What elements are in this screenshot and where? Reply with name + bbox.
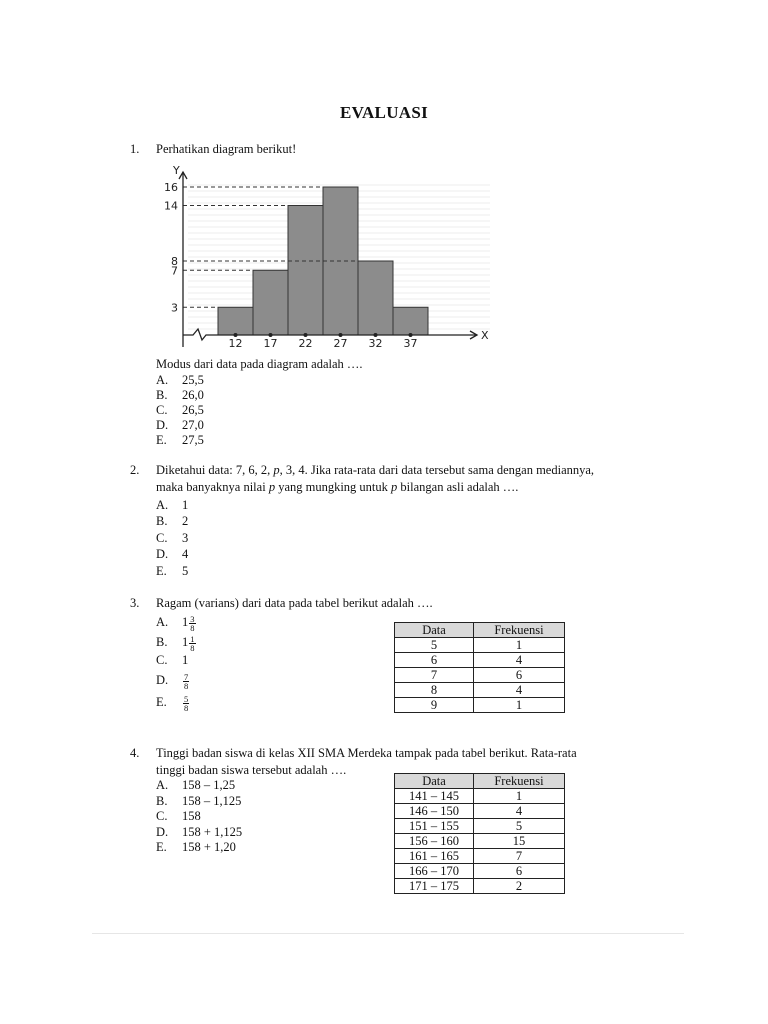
- option-d[interactable]: D. 158 + 1,125: [156, 824, 243, 839]
- table-row: 6 4: [395, 653, 565, 668]
- question-4: [130, 745, 650, 856]
- x-tick-label: 37: [403, 337, 418, 350]
- option-b[interactable]: B. 2: [156, 514, 189, 529]
- table-row: 171 – 175 2: [395, 879, 565, 894]
- option-b[interactable]: B. 1 $\frac{1}{8}$: [156, 633, 195, 653]
- table-row: 156 – 160 15: [395, 834, 565, 849]
- table-row: 8 4: [395, 683, 565, 698]
- x-axis-label: X: [481, 329, 489, 342]
- y-tick-label: 8: [171, 255, 178, 268]
- question-text: Modus dari data pada diagram adalah ….: [156, 357, 363, 371]
- fraction: $\frac{5}{8}$: [184, 693, 189, 713]
- option-c[interactable]: C. 3: [156, 530, 189, 545]
- table-row: 161 – 165 7: [395, 849, 565, 864]
- histogram-chart: [160, 160, 500, 352]
- x-tick-label: 32: [368, 337, 383, 350]
- table-header: Data: [395, 774, 474, 789]
- x-tick-label: 22: [298, 337, 313, 350]
- table-row: 7 6: [395, 668, 565, 683]
- question-number: 1.: [130, 142, 140, 156]
- histogram-bar: [288, 206, 323, 336]
- options-list: [156, 373, 645, 449]
- option-d[interactable]: D. 27,0: [156, 418, 204, 433]
- question-number: 3.: [130, 596, 140, 610]
- table-header: Frekuensi: [474, 774, 565, 789]
- option-a[interactable]: A. 1 $\frac{3}{8}$: [156, 613, 195, 633]
- histogram-bar: [218, 307, 253, 335]
- fraction: $\frac{7}{8}$: [184, 671, 189, 691]
- x-tick-label: 27: [333, 337, 348, 350]
- option-e[interactable]: E. 5: [156, 563, 189, 578]
- option-d[interactable]: D. 4: [156, 547, 189, 562]
- option-e[interactable]: E. $\frac{5}{8}$: [156, 693, 189, 713]
- option-c[interactable]: C. 1: [156, 653, 189, 667]
- table-header: Data: [395, 623, 474, 638]
- question-3: [130, 595, 645, 612]
- histogram-bar: [393, 307, 428, 335]
- question-number: 2.: [130, 463, 140, 477]
- options-list: [156, 612, 196, 713]
- option-e[interactable]: E. 158 + 1,20: [156, 840, 236, 854]
- question-text: Tinggi badan siswa di kelas XII SMA Merdeka tampak pada tabel berikut. Rata-rata tinggi badan siswa tersebut adalah ….: [156, 746, 577, 777]
- options-list: [156, 497, 650, 579]
- option-a[interactable]: A. 158 – 1,25: [156, 778, 236, 792]
- option-c[interactable]: C. 26,5: [156, 402, 204, 417]
- y-axis-label: Y: [173, 164, 180, 177]
- table-row: 166 – 170 6: [395, 864, 565, 879]
- y-tick-label: 7: [171, 264, 178, 278]
- option-b[interactable]: B. 158 – 1,125: [156, 793, 242, 808]
- question-2: [130, 462, 650, 579]
- question-text: Ragam (varians) dari data pada tabel berikut adalah ….: [156, 596, 433, 610]
- question-text: Diketahui data: 7, 6, 2, p, 3, 4. Jika rata-rata dari data tersebut sama dengan mediannya, maka banyaknya nilai p yang mungking untuk p bilangan asli adalah ….: [156, 463, 595, 494]
- table-row: 141 – 145 1: [395, 789, 565, 804]
- x-tick-label: 17: [263, 337, 278, 350]
- option-e[interactable]: E. 27,5: [156, 433, 204, 448]
- variance-table: [394, 622, 565, 713]
- page-title: EVALUASI: [339, 103, 429, 122]
- option-c[interactable]: C. 158: [156, 809, 201, 823]
- option-a[interactable]: A. 25,5: [156, 372, 204, 387]
- histogram-bar: [358, 261, 393, 335]
- question-1: [130, 141, 645, 158]
- question-number: 4.: [130, 746, 140, 760]
- option-a[interactable]: A. 1: [156, 498, 189, 512]
- footer-divider: [92, 933, 684, 934]
- question-prompt: Perhatikan diagram berikut!: [156, 142, 297, 156]
- fraction: $\frac{3}{8}$: [190, 613, 195, 633]
- table-row: 9 1: [395, 698, 565, 713]
- height-table: [394, 773, 565, 894]
- table-header: Frekuensi: [474, 623, 565, 638]
- x-tick-label: 12: [228, 337, 243, 350]
- y-tick-label: 14: [164, 199, 178, 213]
- option-d[interactable]: D. $\frac{7}{8}$: [156, 671, 189, 691]
- table-row: 151 – 155 5: [395, 819, 565, 834]
- table-row: 5 1: [395, 638, 565, 653]
- histogram-bar: [253, 270, 288, 335]
- option-b[interactable]: B. 26,0: [156, 387, 204, 402]
- y-tick-label: 3: [171, 301, 178, 315]
- table-row: 146 – 150 4: [395, 804, 565, 819]
- question-1-body: [130, 356, 645, 448]
- fraction: $\frac{1}{8}$: [190, 633, 195, 653]
- y-tick-label: 16: [164, 181, 178, 194]
